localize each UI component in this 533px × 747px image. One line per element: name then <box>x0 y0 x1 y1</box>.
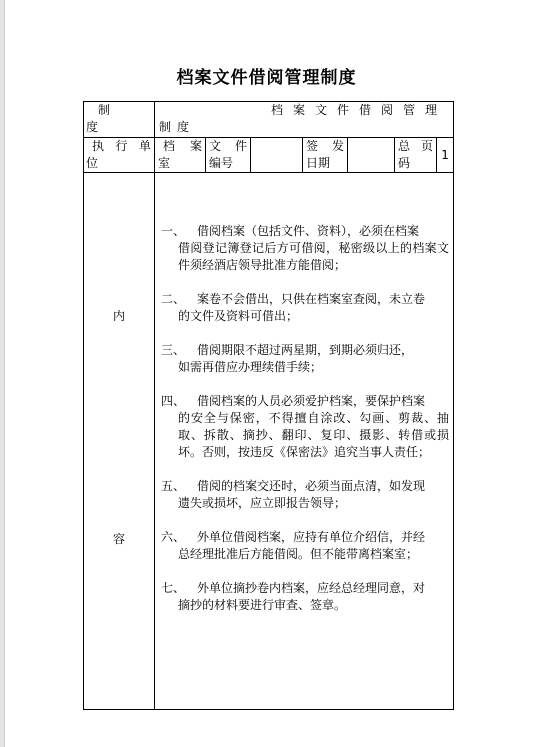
rule-text-first: 案卷不会借出，只供在档案室查阅，未立卷 <box>197 292 426 306</box>
total-pages-label-line2: 码 <box>398 156 411 170</box>
rule-text-rest: 借阅登记簿登记后方可借阅，秘密级以上的档案文件须经酒店领导批准方能借阅； <box>178 241 450 272</box>
total-pages-value-cell <box>437 138 454 173</box>
dept-label-cell <box>84 138 155 173</box>
content-body-cell <box>155 173 454 710</box>
document-title: 档案文件借阅管理制度 <box>176 68 357 88</box>
rule-text-first: 借阅档案（包括文件、资料），必须在档案 <box>197 224 420 238</box>
total-pages-value: 1 <box>441 147 449 162</box>
total-pages-label-line1: 总页 <box>398 139 433 153</box>
rule-text-first: 借阅档案的人员必须爱护档案，要保护档案 <box>197 394 426 408</box>
rule-text-rest: 遗失或损坏，应立即报告领导； <box>178 496 347 510</box>
rule-item <box>161 393 449 461</box>
rule-number: 三、 <box>161 343 186 357</box>
rule-number: 七、 <box>161 581 186 595</box>
regulation-name-line2: 制度 <box>159 120 196 134</box>
regulation-label-line2: 度 <box>86 120 99 134</box>
dept-value-line1: 档案 <box>163 139 202 153</box>
rule-item <box>161 529 449 563</box>
rule-item <box>161 223 449 274</box>
rule-text-rest: 的安全与保密，不得擅自涂改、勾画、剪裁、抽取、拆散、摘抄、翻印、复印、摄影、转借或损坏。否则，按违反《保密法》追究当事人责任； <box>178 411 450 459</box>
regulation-label-line1: 制 <box>98 103 111 117</box>
rule-number: 二、 <box>161 292 186 306</box>
content-label-bottom: 容 <box>112 532 125 546</box>
regulation-label-cell <box>84 102 155 138</box>
rule-text-first: 外单位借阅档案，应持有单位介绍信，并经 <box>197 530 426 544</box>
rule-text-first: 借阅期限不超过两星期，到期必须归还， <box>197 343 414 357</box>
rule-item <box>161 342 449 376</box>
issue-date-label-line1: 签发 <box>306 139 344 153</box>
rule-item <box>161 291 449 325</box>
doc-no-label-line2: 编号 <box>209 156 234 170</box>
doc-no-label-line1: 文件 <box>209 139 247 153</box>
rule-text-rest: 总经理批准后方能借阅。但不能带离档案室； <box>178 547 419 561</box>
content-label-cell <box>84 173 155 710</box>
rule-text-rest: 的文件及资料可借出； <box>178 309 299 323</box>
rule-item <box>161 580 449 614</box>
header-row <box>84 102 454 138</box>
dept-label-line2: 位 <box>86 156 99 170</box>
rule-text-rest: 摘抄的材料要进行审查、签章。 <box>178 598 347 612</box>
rule-number: 六、 <box>161 530 186 544</box>
rule-number: 一、 <box>161 224 186 238</box>
regulation-table <box>83 101 454 710</box>
rule-text-first: 外单位摘抄卷内档案，应经总经理同意，对 <box>197 581 426 595</box>
rule-number: 五、 <box>161 479 186 493</box>
rule-item <box>161 478 449 512</box>
total-pages-label-cell <box>395 138 437 173</box>
dept-value-line2: 室 <box>158 156 171 170</box>
issue-date-value-cell <box>348 138 395 173</box>
regulation-name-line1: 档案文件借阅管理 <box>271 103 448 117</box>
regulation-name-cell <box>155 102 454 138</box>
rule-text-rest: 如需再借应办理续借手续； <box>178 360 323 374</box>
issue-date-label-line2: 日期 <box>306 156 331 170</box>
viewer-left-edge <box>0 0 5 747</box>
issue-date-label-cell <box>303 138 348 173</box>
content-label-top: 内 <box>112 309 125 323</box>
dept-label-line1: 执行单 <box>92 139 151 153</box>
doc-no-value-cell <box>251 138 303 173</box>
rule-number: 四、 <box>161 394 186 408</box>
dept-value-cell <box>155 138 206 173</box>
rule-text-first: 借阅的档案交还时，必须当面点清，如发现 <box>197 479 426 493</box>
meta-row <box>84 138 454 173</box>
content-row <box>84 173 454 710</box>
doc-no-label-cell <box>206 138 251 173</box>
